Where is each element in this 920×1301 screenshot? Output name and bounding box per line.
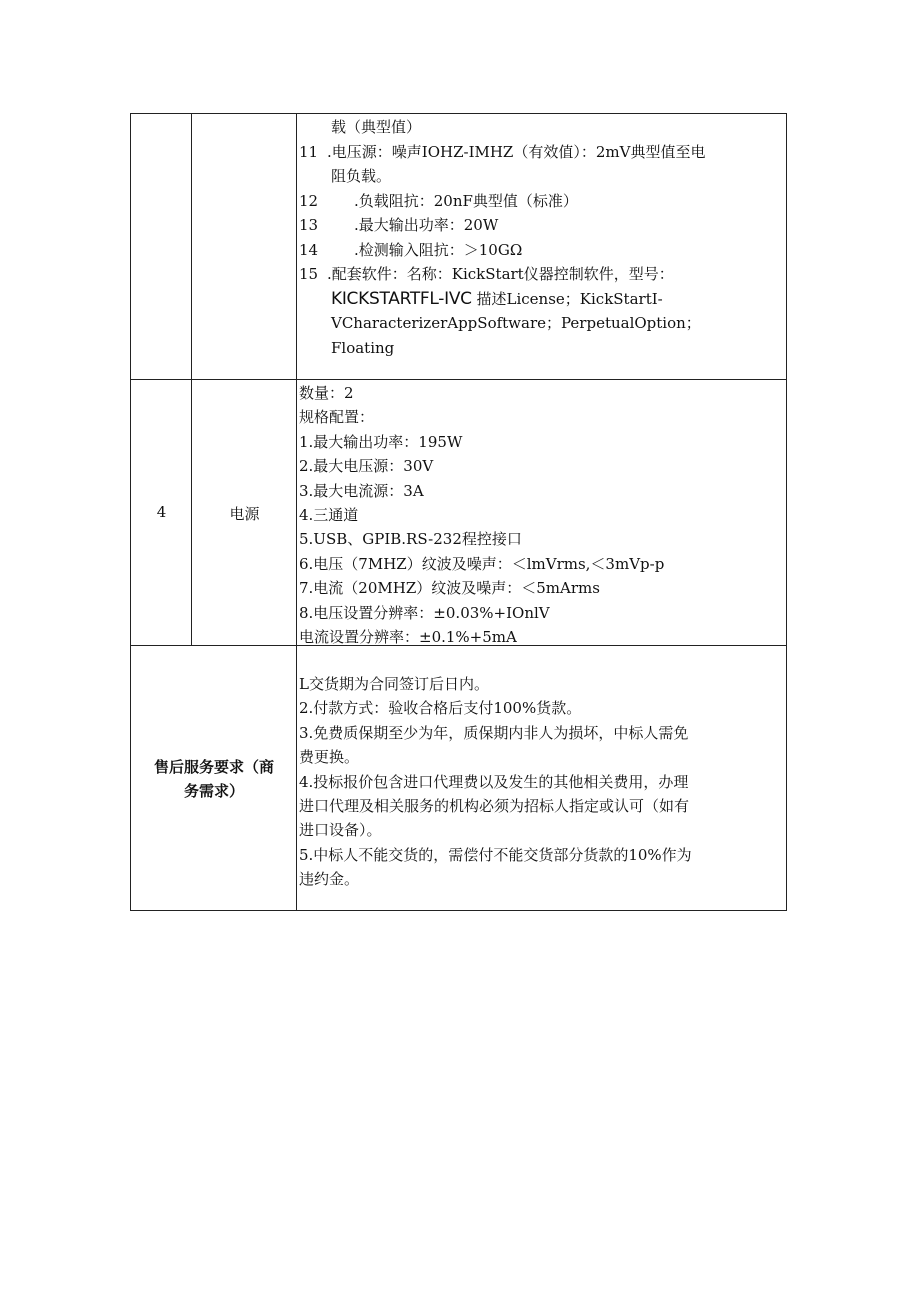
spec-line [299, 189, 578, 214]
software-model: KICKSTARTFL-IVC [331, 289, 472, 309]
service-line: 2.付款方式：验收合格后支付100%货款。 [299, 699, 582, 717]
spec-line: 2.最大电压源：30V [299, 457, 434, 475]
service-label-line: 售后服务要求（商 [153, 758, 274, 776]
service-line: 4.投标报价包含进口代理费以及发生的其他相关费用，办理 [299, 773, 689, 791]
spec-number: 13 [299, 216, 319, 234]
spec-line: 8.电压设置分辨率：±0.03%+IOnlV [299, 604, 550, 622]
spec-text: .最大输出功率：20W [354, 216, 499, 234]
service-line: 5.中标人不能交货的，需偿付不能交货部分货款的10%作为 [299, 846, 692, 864]
table-border-bottom [130, 910, 787, 911]
spec-line: 数量：2 [299, 384, 354, 402]
spec-line: 阻负载。 [331, 167, 392, 185]
service-label [131, 755, 297, 803]
spec-line: 5.USB、GPIB.RS-232程控接口 [299, 530, 522, 548]
service-label-line: 务需求） [183, 782, 244, 800]
service-line: 进口设备）。 [299, 821, 382, 839]
spec-number: 15 [299, 265, 319, 283]
spec-line: 7.电流（20MHZ）纹波及噪声：＜5mArms [299, 579, 600, 597]
spec-line: VCharacterizerAppSoftware；PerpetualOption； [331, 314, 701, 332]
spec-line [331, 287, 663, 312]
service-line: 进口代理及相关服务的机构必须为招标人指定或认可（如有 [299, 797, 690, 815]
spec-line [299, 140, 705, 165]
row-index: 4 [156, 503, 167, 521]
spec-line: Floating [331, 339, 395, 357]
spec-line: 电流设置分辨率：±0.1%+5mA [299, 628, 517, 646]
service-line: 违约金。 [299, 870, 360, 888]
spec-text: .检测输入阻抗：＞10GΩ [354, 241, 523, 259]
column-divider [191, 113, 192, 645]
spec-number: 14 [299, 241, 319, 259]
spec-line [299, 213, 498, 238]
table-border-right [786, 113, 787, 911]
item-name: 电源 [229, 505, 260, 523]
spec-text: .配套软件：名称：KickStart仪器控制软件，型号： [327, 265, 674, 283]
spec-line [299, 238, 522, 263]
spec-text: .电压源：噪声IOHZ-IMHZ（有效值）：2mV典型值至电 [327, 143, 706, 161]
spec-line: 3.最大电流源：3A [299, 482, 424, 500]
row-divider [130, 379, 787, 380]
spec-line: 载（典型值） [331, 118, 422, 136]
spec-line: 规格配置： [299, 408, 375, 426]
spec-number: 12 [299, 192, 319, 210]
spec-line: 1.最大输出功率：195W [299, 433, 463, 451]
spec-line [299, 262, 674, 287]
table-border-top [130, 113, 787, 114]
spec-line: 6.电压（7MHZ）纹波及噪声：＜lmVrms,＜3mVp-p [299, 555, 665, 573]
service-line: 费更换。 [299, 748, 360, 766]
spec-text: 描述License；KickStartI- [476, 290, 663, 308]
service-line: 3.免费质保期至少为年，质保期内非人为损坏，中标人需免 [299, 724, 689, 742]
spec-line: 4.三通道 [299, 506, 359, 524]
spec-number: 11 [299, 143, 319, 161]
service-line: L交货期为合同签订后日内。 [299, 675, 489, 693]
spec-text: .负载阻抗：20nF典型值（标准） [354, 192, 578, 210]
